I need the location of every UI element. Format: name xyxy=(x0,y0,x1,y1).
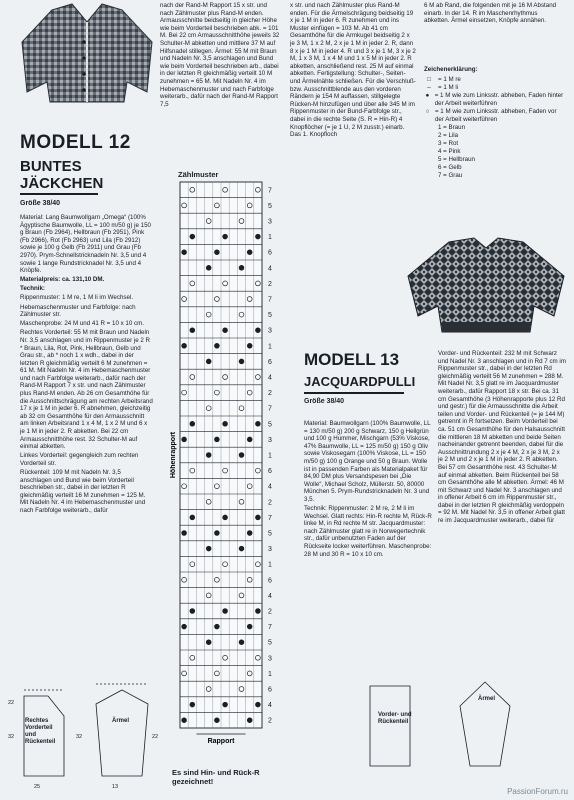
row-label: 5 xyxy=(268,202,272,210)
legend-item xyxy=(424,108,564,124)
legend-item xyxy=(424,92,564,108)
stitch-symbol xyxy=(239,453,244,458)
stitch-symbol xyxy=(190,328,195,333)
row-label: 7 xyxy=(268,405,272,413)
rapport-side-label: Höhenrapport xyxy=(170,431,177,479)
stitch-symbol xyxy=(206,265,211,270)
row-label: 4 xyxy=(268,592,272,600)
count-chart xyxy=(170,178,300,768)
col2-text: nach der Rand-M Rapport 15 x str. und nach Zählmuster plus Rand-M enden. Armausschnitte beidseitig in gleicher Höhe wie beim Vorderteil beschrieben abk. = 101 M. Bei 22 cm Armausschnitthöhe jeweils 32 Schulter-M abketten und mittlere 37 M auf Hilfsnadel stillegen. Ärmel: 55 M mit Braun und Nadeln Nr. 3,5 anschlagen und Bund wie beim Vorderteil beschrieben arb., dabei in der letzten R gleichmäßig verteilt 10 M zunehmen = 65 M. Mit Nadeln Nr. 4 im Hebemaschenmuster und nach Farbfolge weiterarb., dafür nach der Rand-M Rapport 7,5 xyxy=(160,2,280,108)
stitch-symbol xyxy=(182,297,187,302)
model12-text-col-3 xyxy=(290,2,416,242)
stitch-symbol xyxy=(182,203,187,208)
stitch-symbol xyxy=(206,312,211,317)
stitch-symbol xyxy=(215,624,220,629)
stitch-symbol xyxy=(190,609,195,614)
legend-item xyxy=(424,84,564,92)
legend-color: 6 = Gelb xyxy=(438,163,462,171)
watermark: PassionForum.ru xyxy=(507,787,568,796)
model12-title: MODELL 12 xyxy=(20,132,131,153)
technik-heading: Technik: xyxy=(20,285,45,293)
schem-vorder-label: Rechtes Vorderteil und Rückenteil xyxy=(25,718,56,745)
stitch-symbol xyxy=(256,328,261,333)
stitch-symbol xyxy=(247,250,252,255)
stitch-symbol xyxy=(247,437,252,442)
cardigan-illustration xyxy=(12,2,162,104)
stitch-symbol xyxy=(182,671,187,676)
stitch-symbol xyxy=(182,531,187,536)
title-rule xyxy=(20,193,98,195)
row-label: 2 xyxy=(268,499,272,507)
legend-symbol: ● xyxy=(425,91,430,99)
stitch-symbol xyxy=(206,406,211,411)
stitch-symbol xyxy=(247,531,252,536)
legend-colors xyxy=(424,124,564,180)
row-label: 6 xyxy=(268,249,272,257)
legend-item xyxy=(424,76,564,84)
stitch-symbol xyxy=(215,390,220,395)
stitch-symbol xyxy=(256,515,261,520)
stitch-symbol xyxy=(182,250,187,255)
schem13-vr-label: Vorder- und Rückenteil xyxy=(378,712,412,725)
row-label: 2 xyxy=(268,390,272,398)
row-label: 3 xyxy=(268,655,272,663)
material-text: Material: Lang Baumwollgarn „Omega“ (100% Ägyptische Baumwolle, LL = 100 m/50 g) je 150 g Braun (Fb 2964), Hellbraun (Fb 2951), Pink (Fb 2966), Rot (Fb 2963) und Lila (Fb 2912) sowie je 100 g Gelb (Fb 2911) und Grau (Fb 2970). Prym-Schnellstricknadeln Nr. 3,5 und 4 sowie 1 lange Rundstricknadel Nr. 3,5 und 4 Knöpfe. xyxy=(20,214,151,275)
legend-text: = 1 M wie zum Linksstr. abheben, Faden hinter der Arbeit weiterführen xyxy=(434,91,564,107)
legend-items xyxy=(424,76,564,124)
row-label: 1 xyxy=(268,561,272,569)
chart-title: Zählmuster xyxy=(178,170,219,179)
row-label: 4 xyxy=(268,702,272,710)
stitch-symbol xyxy=(206,640,211,645)
svg-text:25: 25 xyxy=(34,784,41,790)
rapport-bottom-label: Rapport xyxy=(207,738,235,745)
row-label: 2 xyxy=(268,717,272,725)
stitch-symbol xyxy=(247,718,252,723)
rueckenteil-text: Rückenteil: 109 M mit Nadeln Nr. 3,5 anschlagen und Bund wie beim Vorderteil beschrieben str., dabei in der letzten R gleichmäßig verteilt 16 M zunehmen = 125 M. Mit Nadeln Nr. 4 im Hebemaschenmuster und nach Farbfolge weiterarb., dafür xyxy=(20,469,146,514)
stitch-symbol xyxy=(215,437,220,442)
legend-symbol: – xyxy=(427,83,431,91)
stitch-symbol xyxy=(223,421,228,426)
legend-text: = 1 M re xyxy=(438,75,461,83)
stitch-symbol xyxy=(190,562,195,567)
svg-text:13: 13 xyxy=(112,784,119,790)
row-label: 1 xyxy=(268,343,272,351)
model13-material: Material: Baumwollgarn (100% Baumwolle, LL = 130 m/50 g) 200 g Schwarz, 150 g Hellgrün und 100 g Hummer, Mischgarn (53% Viskose, 47% Baumwolle, LL = 125 m/50 g) 150 g Oliv sowie Viskosegarn (100% Viskose, LL = 150 m/50 g) 100 g Orange und 50 g Braun. Wolle ist in passenden Farben als Materialpaket für 84,90 DM plus Versandspesen bei „Die Wolle“, Michael Scholz, Müllerstr. 50, 80000 München 5. Prym-Rundstricknadeln Nr. 3 und 3,5. xyxy=(304,420,431,503)
row-label: 1 xyxy=(268,234,272,242)
legend-color: 1 = Braun xyxy=(438,123,466,131)
hebemaschen-text: Hebemaschenmuster und Farbfolge: nach Zählmuster str. xyxy=(20,303,136,319)
stitch-symbol xyxy=(247,203,252,208)
stitch-symbol xyxy=(256,187,261,192)
row-label: 4 xyxy=(268,374,272,382)
stitch-symbol xyxy=(206,687,211,692)
stitch-symbol xyxy=(247,484,252,489)
stitch-symbol xyxy=(206,499,211,504)
col4-text: 6 M ab Rand, die folgenden mit je 16 M Abstand einarb. In der 14. R im Maschenrhythmus abketten. Ärmel einsetzen, Knöpfe annähen. xyxy=(424,2,557,25)
model13-instructions: Vorder- und Rückenteil: 232 M mit Schwarz und Nadel Nr. 3 anschlagen und in Rd 7 cm im Rippenmuster str., dabei in der letzten Rd gleichmäßig verteilt 56 M zunehmen = 288 M. Mit Nadel Nr. 3,5 glatt re im Jacquardmuster weiterarb., dafür Rapport 18 x str. Bei ca. 31 cm Gesamthöhe (3 Höhenrapporte plus 12 Rd und gestr.) für die Armausschnitte die Arbeit teilen und Vorder- und Rückenteil (= je 144 M) getrennt in R fortsetzen. Beim Vorderteil bei ca. 51 cm Gesamthöhe für den Halsausschnitt die mittleren 18 M abketten und beide Seiten nacheinander getrennt beenden, dabei für die Ausschnittrundung 2 x je 4 M, 2 x je 3 M, 2 x je 2 M und 2 x je 1 M in jeder 2. R abketten. Bei 57 cm Gesamthöhe rest. 43 Schulter-M auf einmal abketten. Beim Rückenteil bei 58 cm Gesamthöhe alle M abketten. Ärmel: 46 M mit Schwarz und Nadel Nr. 3 anschlagen und in offener Arbeit 6 cm im Rippenmuster str., dabei in der letzten R gleichmäßig verdoppeln = 92 M. Mit Nadel Nr. 3,5 in offener Arbeit glatt re im Jacquardmuster weiterarb., dabei für xyxy=(438,350,566,525)
stitch-symbol xyxy=(206,593,211,598)
svg-text:32: 32 xyxy=(76,734,83,740)
stitch-symbol xyxy=(190,421,195,426)
stitch-symbol xyxy=(182,624,187,629)
stitch-symbol xyxy=(256,281,261,286)
stitch-symbol xyxy=(215,203,220,208)
stitch-symbol xyxy=(215,577,220,582)
stitch-symbol xyxy=(239,265,244,270)
schem-aermel-label: Ärmel xyxy=(112,718,130,724)
row-label: 5 xyxy=(268,312,272,320)
stitch-symbol xyxy=(239,687,244,692)
stitch-symbol xyxy=(223,281,228,286)
legend-color: 2 = Lila xyxy=(438,131,459,139)
col3-text: x str. und nach Zählmuster plus Rand-M enden. Für die Ärmelschrägung beidseitig 19 x je 1 M in jeder 6. R zunehmen und ins Muster einfügen = 103 M. Ab 41 cm Gesamthöhe für die Armkugel beidseitig 2 x je 3 M, 1 x 2 M, 2 x je 1 M in jeder 2. R, dann 8 x je 1 M in jeder 4. R und 3 x je 1 M, 3 x je 2 M, 1 x 3 M, 1 x 4 M und 1 x 5 M in jeder 2. R abketten, anschließend rest. 25 M auf einmal abketten. Fertigstellung: Schulter-, Seiten- und Ärmelnähte schließen. Für die Verschluß- bzw. Ausschnittblende aus den vorderen Rändern je 154 M auffassen, stillgelegte Rücken-M hinzufügen und über alle 345 M im Rippenmuster in der Bund-Farbfolge str., dabei in die rechte Seite (S. R = Hin-R) 4 Knopflöcher (= je 1 U, 2 M zusstr.) einarb. Das 1. Knopfloch xyxy=(290,2,416,139)
model12-text-col-4 xyxy=(424,2,564,62)
model13-size: Größe 38/40 xyxy=(304,398,345,405)
stitch-symbol xyxy=(239,593,244,598)
maschenprobe-text: Maschenprobe: 24 M und 41 R = 10 x 10 cm. xyxy=(20,320,144,328)
legend-color: 4 = Pink xyxy=(438,147,461,155)
stitch-symbol xyxy=(239,359,244,364)
stitch-symbol xyxy=(215,343,220,348)
row-label: 7 xyxy=(268,187,272,195)
stitch-symbol xyxy=(215,484,220,489)
stitch-symbol xyxy=(223,562,228,567)
stitch-symbol xyxy=(247,624,252,629)
stitch-symbol xyxy=(182,577,187,582)
stitch-symbol xyxy=(190,468,195,473)
stitch-symbol xyxy=(223,375,228,380)
linkes-vorderteil-text: Linkes Vorderteil: gegengleich zum rechten Vorderteil str. xyxy=(20,452,139,467)
model12-subtitle-1: BUNTES xyxy=(20,158,82,175)
stitch-symbol xyxy=(182,484,187,489)
title-rule-13 xyxy=(304,392,404,394)
legend xyxy=(424,66,564,246)
legend-title: Zeichenerklärung: xyxy=(424,66,478,73)
stitch-symbol xyxy=(256,702,261,707)
stitch-symbol xyxy=(215,671,220,676)
chart-note: Es sind Hin- und Rück-R gezeichnet! xyxy=(172,768,260,786)
legend-text: = 1 M li xyxy=(438,83,459,91)
legend-text: = 1 M wie zum Linksstr. abheben, Faden vor der Arbeit weiterführen xyxy=(434,107,557,123)
stitch-symbol xyxy=(256,562,261,567)
row-label: 4 xyxy=(268,265,272,273)
stitch-symbol xyxy=(206,219,211,224)
stitch-symbol xyxy=(223,234,228,239)
stitch-symbol xyxy=(256,375,261,380)
stitch-symbol xyxy=(190,515,195,520)
model13-subtitle: JACQUARDPULLI xyxy=(304,374,416,389)
row-label: 5 xyxy=(268,530,272,538)
row-label: 7 xyxy=(268,296,272,304)
row-label: 3 xyxy=(268,436,272,444)
row-label: 2 xyxy=(268,608,272,616)
model12-subtitle-2: JÄCKCHEN xyxy=(20,175,104,192)
rechtes-vorderteil-text: Rechtes Vorderteil: 55 M mit Braun und Nadeln Nr. 3,5 anschlagen und im Rippenmuster je 2 R * Braun, Lila, Rot, Pink, Hellbraun, Gelb und Grau str., ab * noch 1 x wdh., dabei in der letzten R gleichmäßig verteilt 6 M zunehmen = 61 M. Mit Nadeln Nr. 4 im Hebemaschenmuster und nach Farbfolge weiterarb., dafür nach der Rand-M Rapport 7 x str. und nach Zählmuster plus Rand-M enden. Ab 26 cm Gesamthöhe für die Ausschnittschrägung am rechten Arbeitsrand 17 x je 1 M in jeder 6. R abnehmen, gleichzeitig ab 32 cm Gesamthöhe für den Armausschnitt am linken Arbeitsrand 1 x 4 M, 1 x 2 M und 6 x je 1 M in jeder 2. R abketten. Bei 22 cm Armausschnitthöhe rest. 32 Schulter-M auf einmal abketten. xyxy=(20,329,153,451)
stitch-symbol xyxy=(206,359,211,364)
legend-symbol: ○ xyxy=(425,107,430,115)
row-label: 3 xyxy=(268,218,272,226)
stitch-symbol xyxy=(190,702,195,707)
stitch-symbol xyxy=(256,421,261,426)
row-label: 5 xyxy=(268,639,272,647)
stitch-symbol xyxy=(256,234,261,239)
model13-title: MODELL 13 xyxy=(304,350,400,369)
legend-color: 7 = Grau xyxy=(438,171,463,179)
stitch-symbol xyxy=(239,219,244,224)
model12-text-col-1 xyxy=(20,214,153,654)
rippenmuster-text: Rippenmuster: 1 M re, 1 M li im Wechsel. xyxy=(20,294,134,302)
stitch-symbol xyxy=(190,187,195,192)
legend-color: 3 = Rot xyxy=(438,139,459,147)
stitch-symbol xyxy=(190,655,195,660)
stitch-symbol xyxy=(182,343,187,348)
stitch-symbol xyxy=(223,655,228,660)
stitch-symbol xyxy=(215,718,220,723)
legend-symbol: □ xyxy=(427,75,431,83)
stitch-symbol xyxy=(256,468,261,473)
stitch-symbol xyxy=(239,546,244,551)
row-label: 7 xyxy=(268,514,272,522)
row-label: 3 xyxy=(268,327,272,335)
stitch-symbol xyxy=(256,655,261,660)
stitch-symbol xyxy=(190,281,195,286)
stitch-symbol xyxy=(239,499,244,504)
materialpreis-text: Materialpreis: ca. 131,10 DM. xyxy=(20,276,105,284)
svg-text:22: 22 xyxy=(152,734,159,740)
row-label: 6 xyxy=(268,468,272,476)
stitch-symbol xyxy=(223,468,228,473)
svg-text:22: 22 xyxy=(8,700,15,706)
row-label: 7 xyxy=(268,624,272,632)
row-label: 1 xyxy=(268,452,272,460)
stitch-symbol xyxy=(182,437,187,442)
stitch-symbol xyxy=(239,406,244,411)
legend-color: 5 = Hellbraun xyxy=(438,155,475,163)
stitch-symbol xyxy=(223,515,228,520)
stitch-symbol xyxy=(206,453,211,458)
model13-text-col-2 xyxy=(438,350,566,668)
row-label: 2 xyxy=(268,280,272,288)
schem13-aermel-label: Ärmel xyxy=(478,696,496,702)
row-label: 5 xyxy=(268,421,272,429)
stitch-symbol xyxy=(247,671,252,676)
stitch-symbol xyxy=(182,390,187,395)
stitch-symbol xyxy=(215,297,220,302)
stitch-symbol xyxy=(223,328,228,333)
model12-size: Größe 38/40 xyxy=(20,200,61,207)
stitch-symbol xyxy=(247,390,252,395)
stitch-symbol xyxy=(247,343,252,348)
stitch-symbol xyxy=(206,546,211,551)
row-label: 1 xyxy=(268,670,272,678)
schematic-model13 xyxy=(360,676,560,776)
stitch-symbol xyxy=(247,577,252,582)
model13-text-col-1 xyxy=(304,420,432,668)
stitch-symbol xyxy=(190,234,195,239)
stitch-symbol xyxy=(247,297,252,302)
row-label: 6 xyxy=(268,577,272,585)
stitch-symbol xyxy=(223,702,228,707)
stitch-symbol xyxy=(223,609,228,614)
stitch-symbol xyxy=(190,375,195,380)
stitch-symbol xyxy=(239,312,244,317)
svg-text:32: 32 xyxy=(8,734,15,740)
model12-text-col-2 xyxy=(160,2,282,160)
stitch-symbol xyxy=(215,531,220,536)
row-label: 6 xyxy=(268,686,272,694)
stitch-symbol xyxy=(182,718,187,723)
jacquard-sweater-illustration xyxy=(404,236,568,336)
stitch-symbol xyxy=(215,250,220,255)
stitch-symbol xyxy=(223,187,228,192)
row-label: 4 xyxy=(268,483,272,491)
row-label: 3 xyxy=(268,546,272,554)
stitch-symbol xyxy=(239,640,244,645)
stitch-symbol xyxy=(256,609,261,614)
row-label: 6 xyxy=(268,358,272,366)
model13-technik: Technik: Rippenmuster: 2 M re, 2 M li im Wechsel. Glatt rechts: Hin-R rechte M, Rück-R linke M, in Rd rechte M str. Jacquardmuster: nach Zählmuster glatt re in Norwegertechnik str., dafür unbenutzten Faden auf der Rückseite locker weiterführen. Maschenprobe: 28 M und 30 R = 10 x 10 cm. xyxy=(304,505,432,558)
